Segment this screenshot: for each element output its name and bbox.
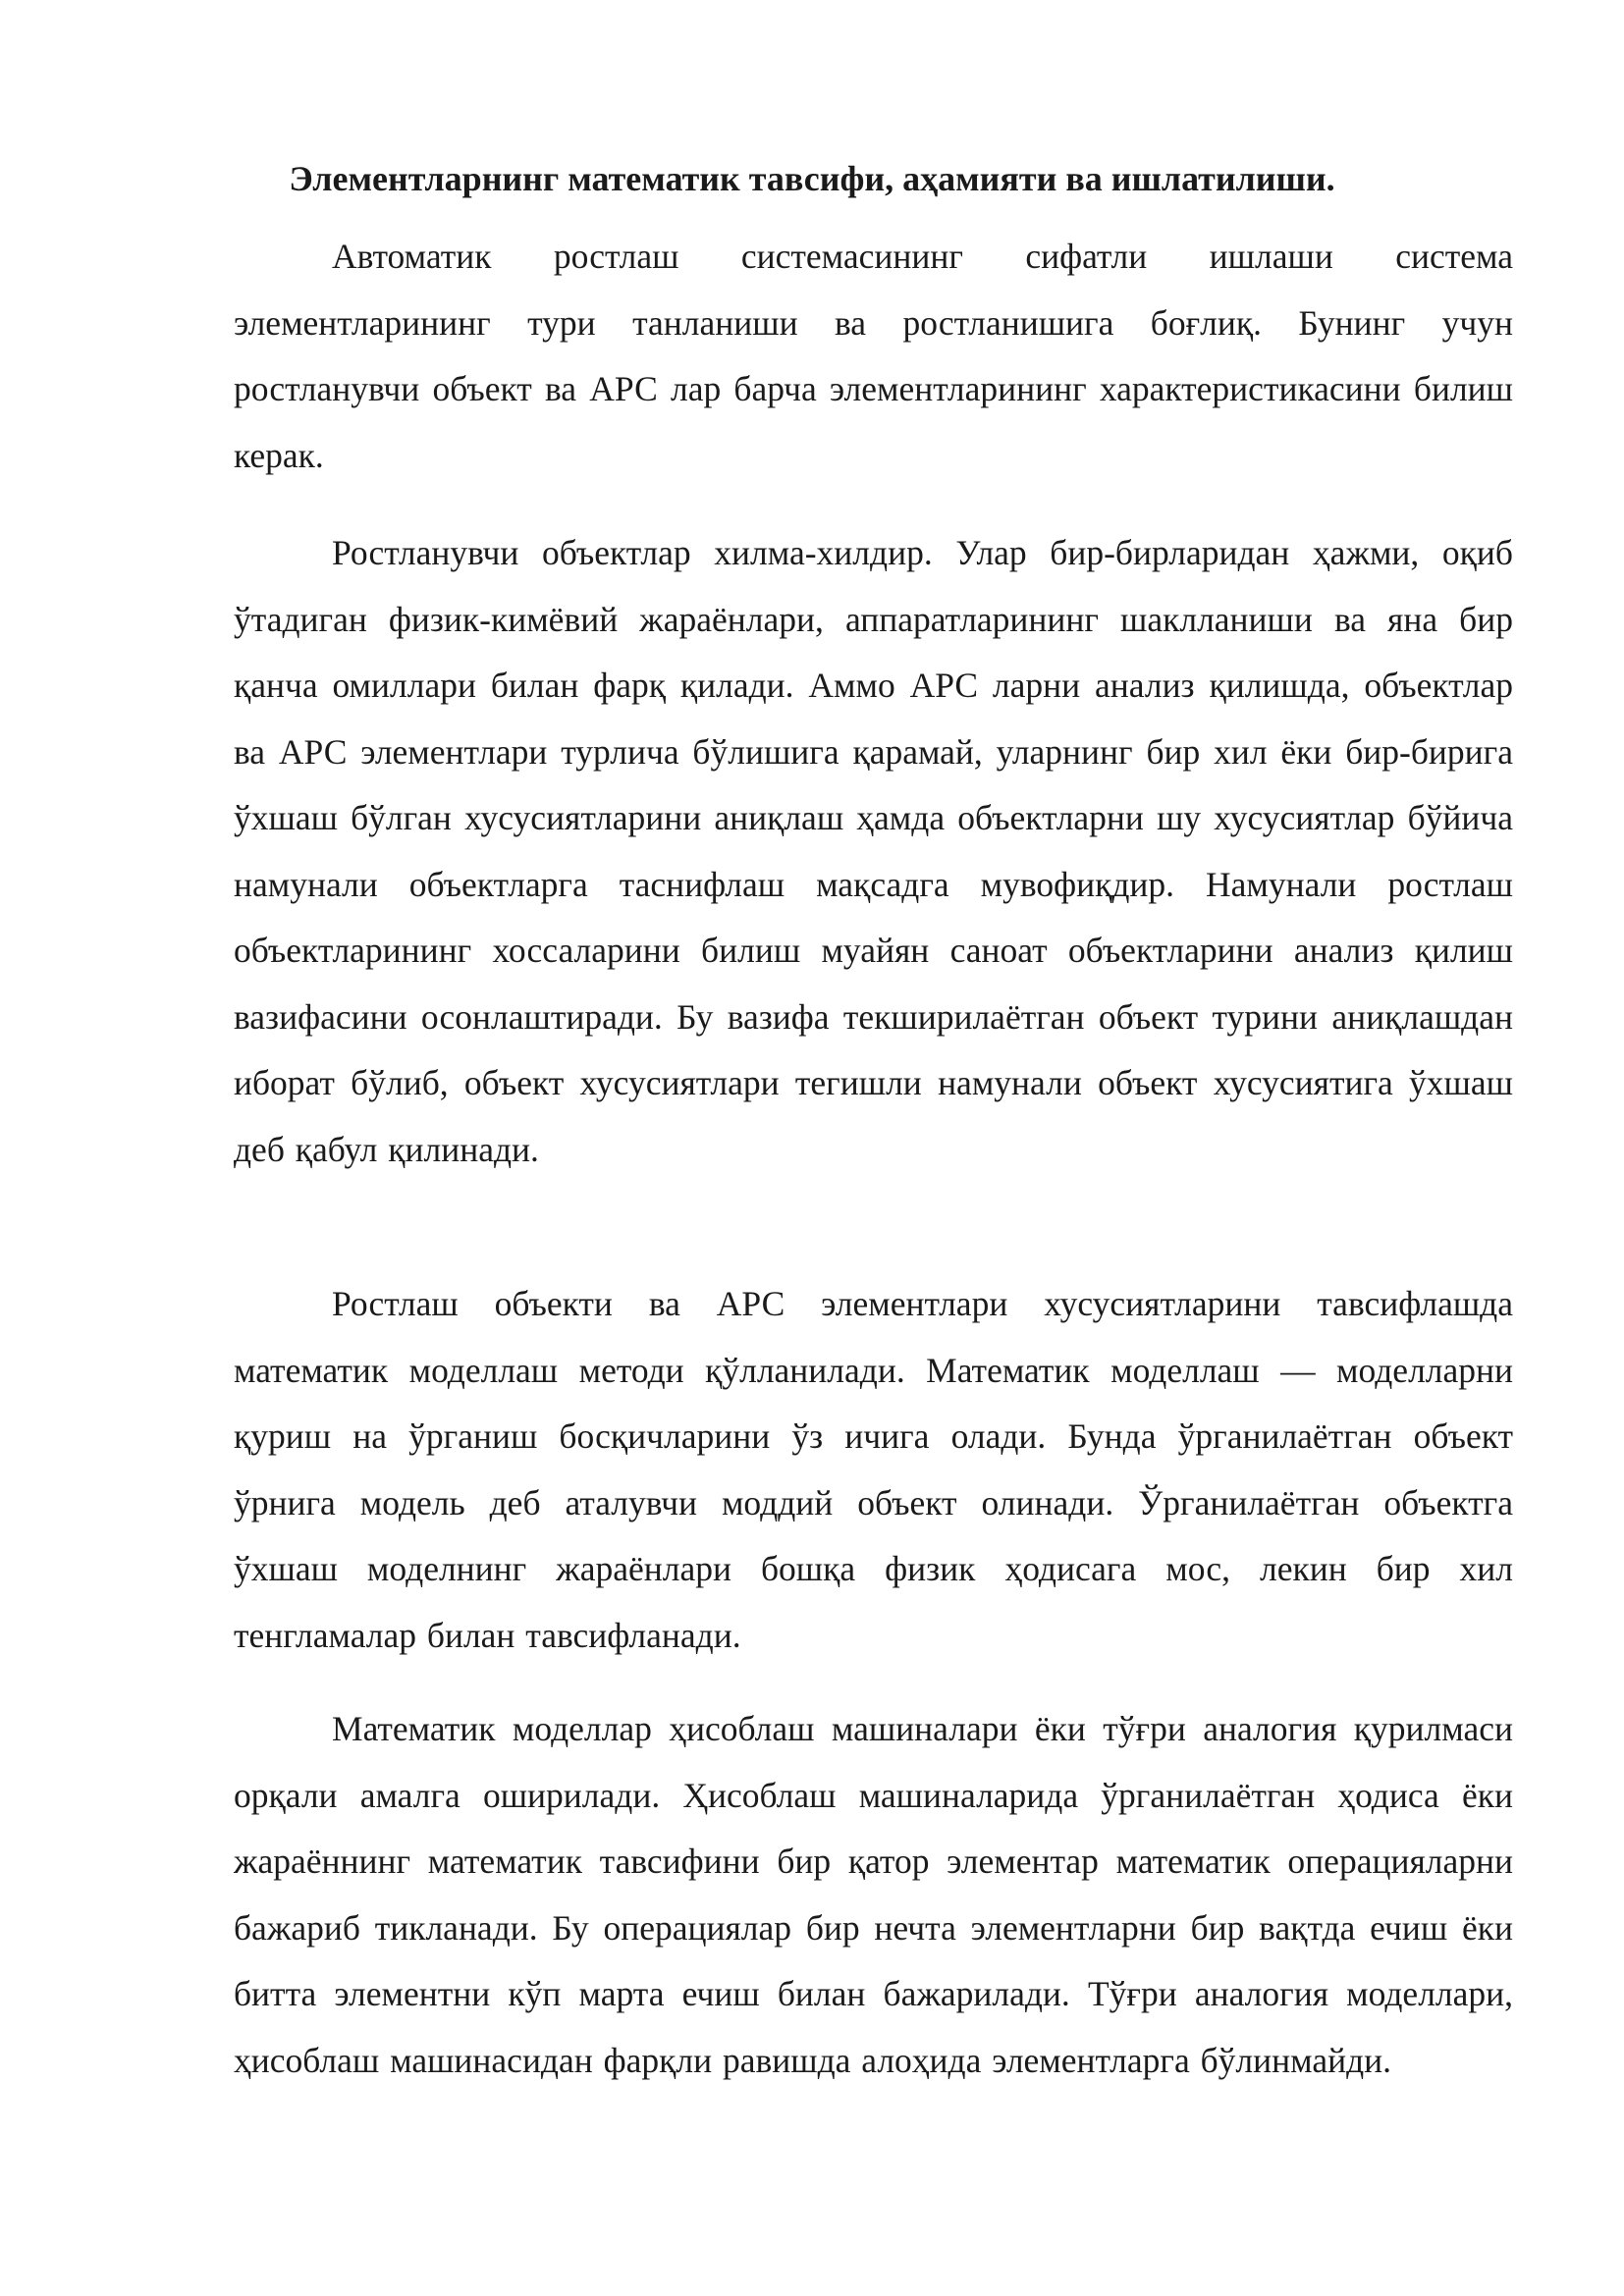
document-title: Элементларнинг математик тавсифи, аҳамияти ва ишлатилиши. (289, 159, 1335, 198)
paragraph-4: Математик моделлар ҳисоблаш машиналари ёки тўғри аналогия қурилмаси орқали амалга оширилади. Ҳисоблаш машиналарида ўрганилаётган ҳодиса ёки жараённинг математик тавсифини бир қатор элементар математик операцияларни бажариб тикланади. Бу операциялар бир нечта элементларни бир вақтда ечиш ёки битта элементни кўп марта ечиш билан бажарилади. Тўғри аналогия моделлари, ҳисоблаш машинасидан фарқли равишда алоҳида элементларга бўлинмайди. (234, 1709, 1513, 2080)
paragraph-3: Ростлаш объекти ва АРС элементлари хусусиятларини тавсифлашда математик моделлаш методи қўлланилади. Математик моделлаш — моделларни қуриш на ўрганиш босқичларини ўз ичига олади. Бунда ўрганилаётган объект ўрнига модель деб аталувчи моддий объект олинади. Ўрганилаётган объектга ўхшаш моделнинг жараёнлари бошқа физик ҳодисага мос, лекин бир хил тенгламалар билан тавсифланади. (234, 1284, 1513, 1655)
paragraph-1: Автоматик ростлаш системасининг сифатли ишлаши система элементларининг тури танланиши ва ростланишига боғлиқ. Бунинг учун ростланувчи объект ва АРС лар барча элементларининг характеристикасини билиш керак. (234, 237, 1513, 475)
paragraph-2: Ростланувчи объектлар хилма-хилдир. Улар бир-бирларидан ҳажми, оқиб ўтадиган физик-кимёвий жараёнлари, аппаратларининг шаклланиши ва яна бир қанча омиллари билан фарқ қилади. Аммо АРС ларни анализ қилишда, объектлар ва АРС элементлари турлича бўлишига қарамай, уларнинг бир хил ёки бир-бирига ўхшаш бўлган хусусиятларини аниқлаш ҳамда объектларни шу хусусиятлар бўйича намунали объектларга таснифлаш мақсадга мувофиқдир. Намунали ростлаш объектларининг хоссаларини билиш муайян саноат объектларини анализ қилиш вазифасини осонлаштиради. Бу вазифа текширилаётган объект турини аниқлашдан иборат бўлиб, объект хусусиятлари тегишли намунали объект хусусиятига ўхшаш деб қабул қилинади. (234, 533, 1513, 1169)
